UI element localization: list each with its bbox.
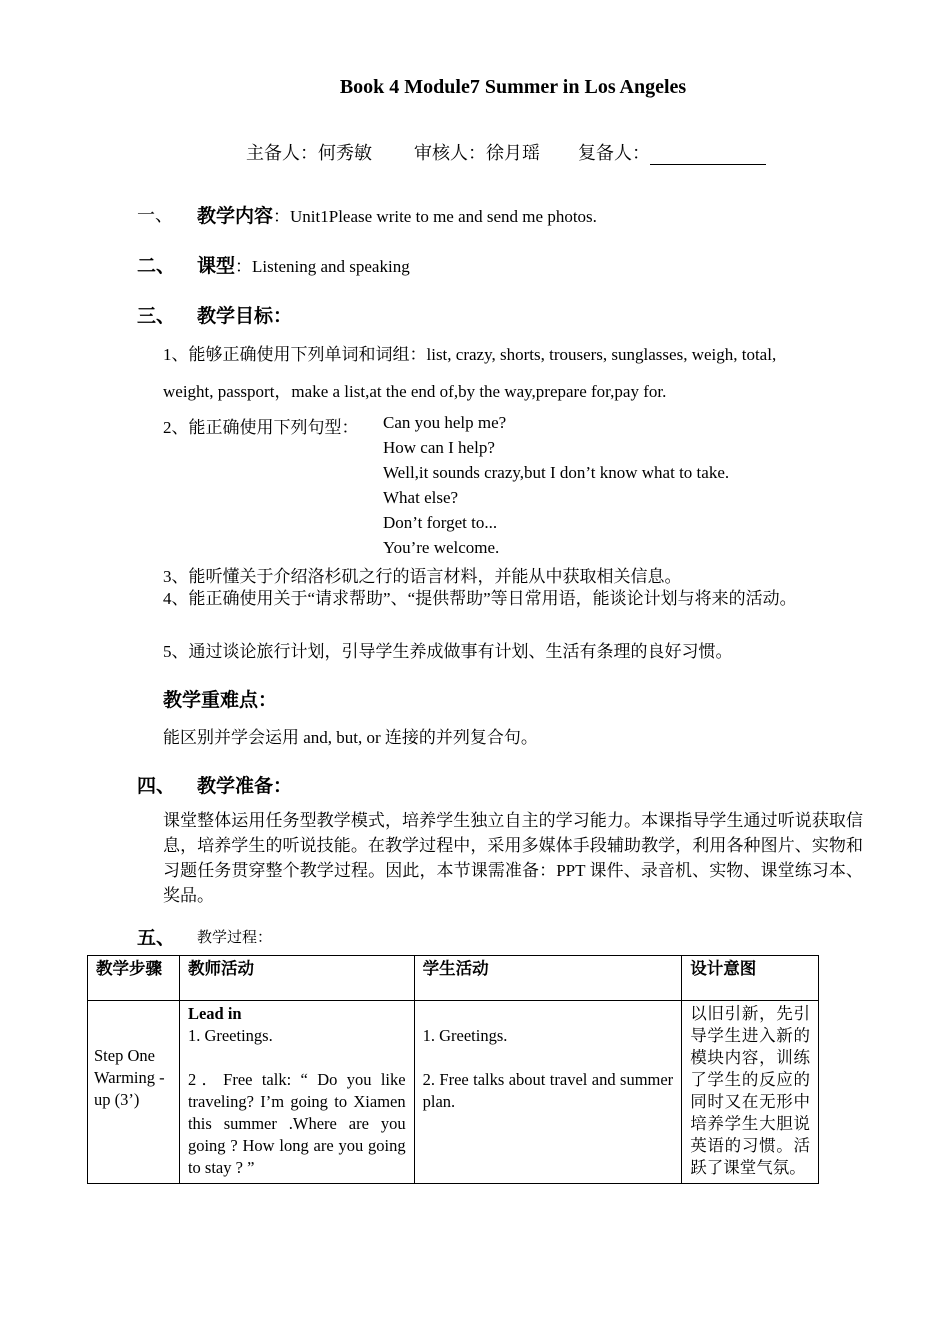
row-student-item-2: 2. Free talks about travel and summer plan. bbox=[422, 1070, 674, 1111]
objective-1-line-1: 1、能够正确使用下列单词和词组：list, crazy, shorts, trousers, sunglasses, weigh, total, bbox=[163, 345, 777, 364]
section-2-content bbox=[197, 251, 410, 278]
secondary-preparer: 复备人： bbox=[578, 143, 650, 163]
row-teacher-item-2: 2．Free talk: “ Do you like traveling? I’m going to Xiamen this summer .Where are you going ? How long are you going to stay ? ” bbox=[187, 1070, 406, 1177]
objective-2-sentence: Well,it sounds crazy,but I don’t know what to take. bbox=[383, 463, 730, 482]
key-points-text: 能区别并学会运用 and, but, or 连接的并列复合句。 bbox=[163, 728, 538, 747]
section-2-colon: ： bbox=[235, 257, 253, 276]
row-intent: 以旧引新，先引导学生进入新的模块内容，训练了学生的反应的同时又在无形中培养学生大胆说英语的习惯。活跃了课堂气氛。 bbox=[682, 1001, 819, 1184]
section-1-content bbox=[197, 201, 597, 228]
row-teacher-item-1: 1. Greetings. bbox=[187, 1026, 273, 1045]
key-points-heading: 教学重难点： bbox=[163, 690, 278, 711]
section-3-content bbox=[197, 301, 292, 328]
section-2-number: 二、 bbox=[137, 256, 176, 277]
section-1-text: Unit1Please write to me and send me photos. bbox=[290, 207, 597, 226]
objective-2-sentence: Can you help me? bbox=[383, 413, 507, 432]
objective-4: 4、能正确使用关于“请求帮助”、“提供帮助”等日常用语，能谈论计划与将来的活动。 bbox=[163, 589, 797, 608]
section-1 bbox=[137, 201, 173, 227]
objective-5: 5、通过谈论旅行计划，引导学生养成做事有计划、生活有条理的良好习惯。 bbox=[163, 642, 733, 661]
header-student: 学生活动 bbox=[414, 956, 682, 1001]
section-4-content bbox=[197, 771, 292, 798]
process-table bbox=[87, 955, 819, 1184]
section-2 bbox=[137, 251, 175, 278]
section-4-label: 教学准备： bbox=[197, 776, 293, 797]
row-student-item-1: 1. Greetings. bbox=[422, 1026, 508, 1045]
section-5-number: 五、 bbox=[137, 928, 176, 949]
objective-2-label: 2、能正确使用下列句型： bbox=[163, 418, 359, 437]
main-preparer: 主备人：何秀敏 bbox=[246, 143, 372, 163]
section-1-number: 一、 bbox=[137, 205, 173, 225]
preparation-text: 课堂整体运用任务型教学模式，培养学生独立自主的学习能力。本课指导学生通过听说获取信息，培养学生的听说技能。在教学过程中，采用多媒体手段辅助教学，利用各种图片、实物和习题任务贯穿整个教学过程。因此，本节课需准备：PPT 课件、录音机、实物、课堂练习本、奖品。 bbox=[163, 811, 863, 905]
table-row bbox=[88, 1001, 819, 1184]
objective-2-sentence: How can I help? bbox=[383, 438, 495, 457]
section-1-colon: ： bbox=[273, 207, 291, 226]
row-student bbox=[414, 1001, 682, 1184]
header-step: 教学步骤 bbox=[88, 956, 180, 1001]
section-4 bbox=[137, 771, 175, 798]
objective-2-sentence: Don’t forget to... bbox=[383, 513, 498, 532]
row-step-text: Step One Warming -up (3’) bbox=[94, 1046, 165, 1109]
section-5-label: 教学过程： bbox=[197, 930, 273, 946]
section-5 bbox=[137, 923, 175, 950]
section-4-number: 四、 bbox=[137, 776, 176, 797]
table-header-row bbox=[88, 956, 819, 1001]
header-teacher: 教师活动 bbox=[179, 956, 414, 1001]
section-3-label: 教学目标： bbox=[197, 306, 293, 327]
section-1-label: 教学内容 bbox=[197, 206, 274, 227]
objective-2-sentence: You’re welcome. bbox=[383, 538, 500, 557]
section-2-label: 课型 bbox=[197, 256, 236, 277]
secondary-preparer-blank bbox=[650, 146, 766, 165]
preparers-line bbox=[246, 139, 766, 165]
page-title: Book 4 Module7 Summer in Los Angeles bbox=[339, 76, 687, 98]
section-2-text: Listening and speaking bbox=[252, 257, 410, 276]
row-step bbox=[88, 1001, 180, 1184]
section-3 bbox=[137, 301, 175, 328]
section-3-number: 三、 bbox=[137, 306, 176, 327]
objective-3: 3、能听懂关于介绍洛杉矶之行的语言材料，并能从中获取相关信息。 bbox=[163, 567, 682, 586]
objective-1-line-2: weight, passport，make a list,at the end of,by the way,prepare for,pay for. bbox=[163, 382, 667, 401]
row-teacher-title: Lead in bbox=[187, 1004, 242, 1023]
objective-2-sentence: What else? bbox=[383, 488, 459, 507]
reviewer: 审核人：徐月瑶 bbox=[414, 143, 540, 163]
row-teacher bbox=[179, 1001, 414, 1184]
header-intent: 设计意图 bbox=[682, 956, 819, 1001]
